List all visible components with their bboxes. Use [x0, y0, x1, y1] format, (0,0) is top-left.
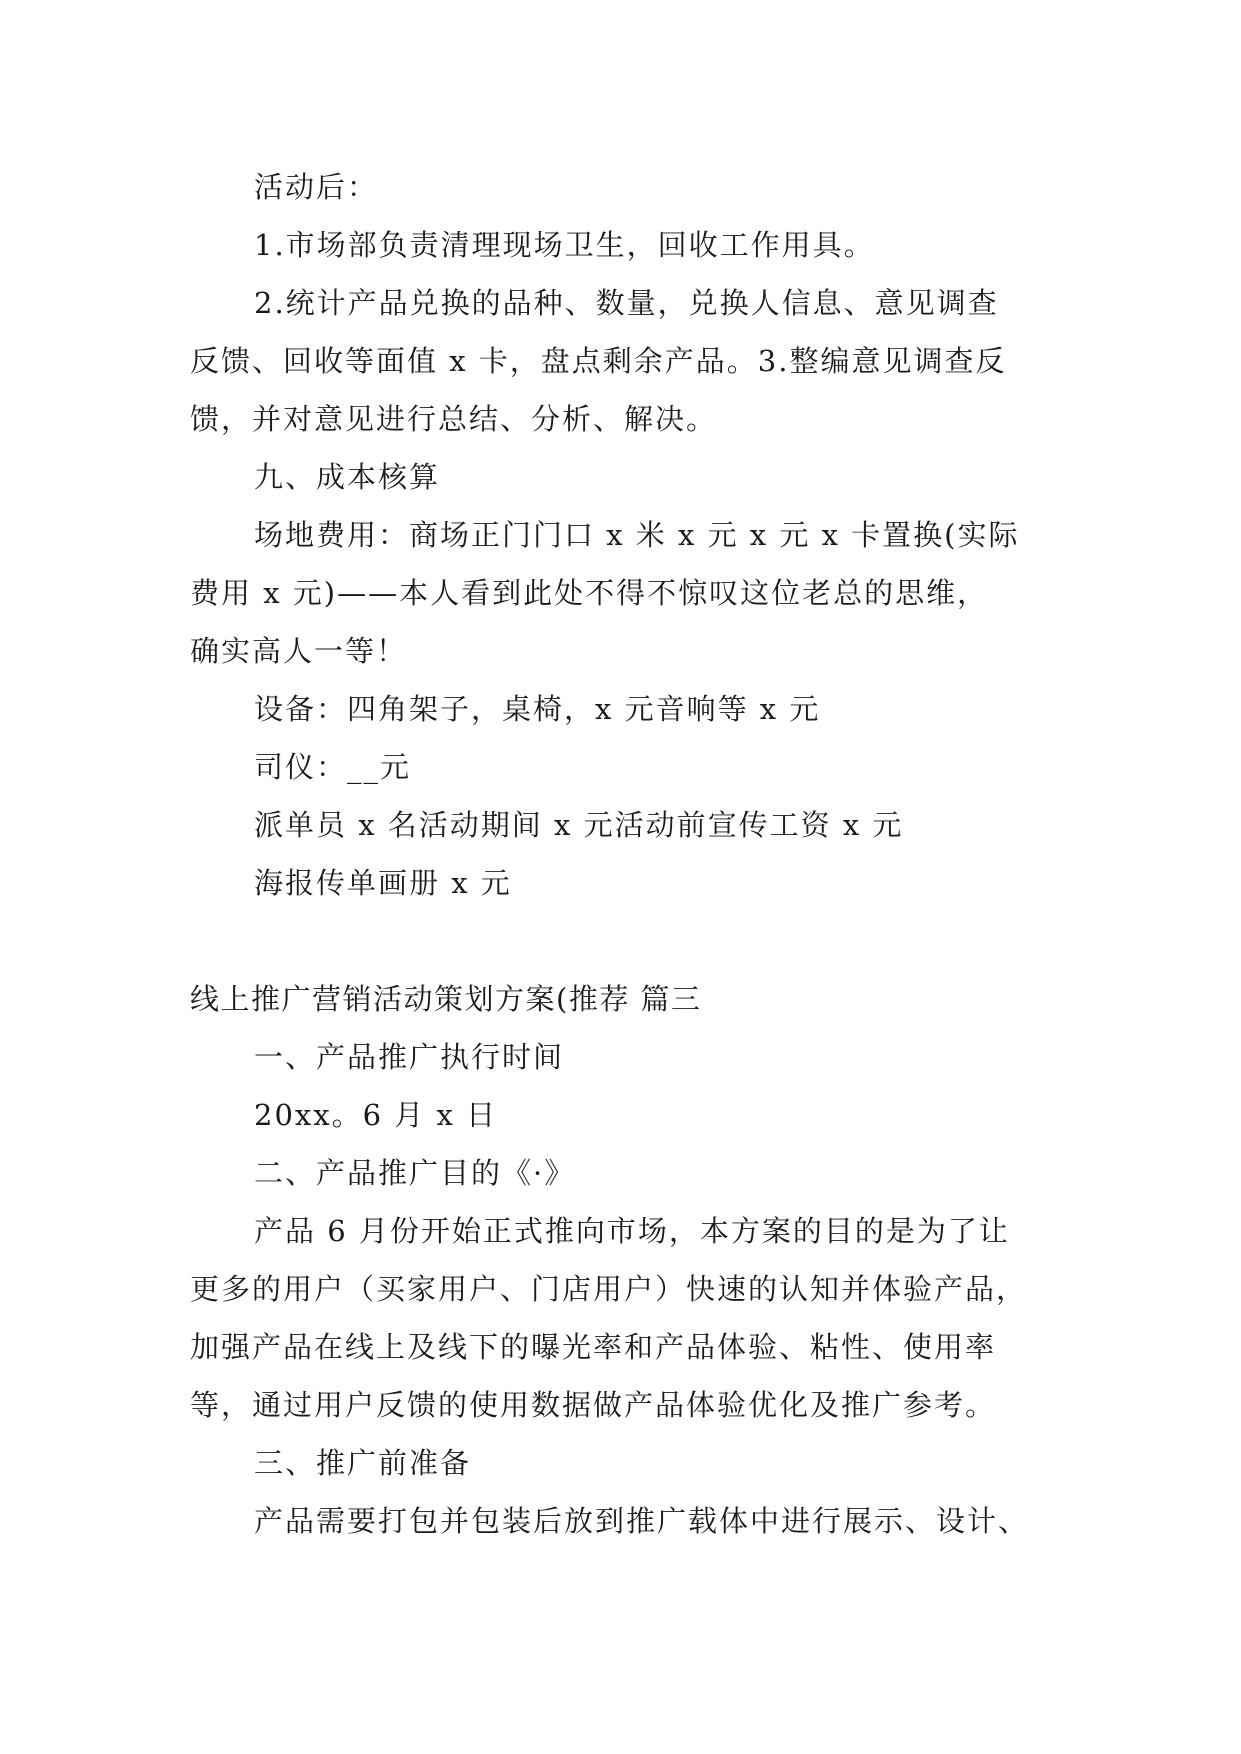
text-line: 确实高人一等！: [190, 634, 408, 668]
blank-gap: [190, 912, 1060, 970]
text-line: 司仪：__元: [254, 750, 412, 784]
text-line: 2.统计产品兑换的品种、数量，兑换人信息、意见调查: [254, 286, 999, 320]
text-line: 设备：四角架子，桌椅，x 元音响等 x 元: [254, 692, 821, 726]
text-line: 1.市场部负责清理现场卫生，回收工作用具。: [254, 228, 875, 262]
text-line: 派单员 x 名活动期间 x 元活动前宣传工资 x 元: [254, 808, 904, 842]
text-line: 等，通过用户反馈的使用数据做产品体验优化及推广参考。: [190, 1388, 997, 1422]
section-heading-time: 一、产品推广执行时间: [254, 1040, 565, 1074]
text-line: 场地费用：商场正门门口 x 米 x 元 x 元 x 卡置换(实际: [254, 518, 1020, 552]
text-line: 反馈、回收等面值 x 卡，盘点剩余产品。3.整编意见调查反: [190, 344, 1007, 378]
text-line: 加强产品在线上及线下的曝光率和产品体验、粘性、使用率: [190, 1330, 997, 1364]
document-page: [190, 158, 1060, 1550]
text-line: 产品 6 月份开始正式推向市场，本方案的目的是为了让: [254, 1214, 1010, 1248]
text-line: 产品需要打包并包装后放到推广载体中进行展示、设计、: [254, 1504, 1030, 1538]
text-line: 费用 x 元)——本人看到此处不得不惊叹这位老总的思维，: [190, 576, 989, 610]
text-line: 20xx。6 月 x 日: [254, 1098, 498, 1132]
paragraph-heading-after-event: 活动后：: [254, 170, 379, 204]
document-title-part-three: 线上推广营销活动策划方案(推荐 篇三: [190, 982, 702, 1016]
text-line: 馈，并对意见进行总结、分析、解决。: [190, 402, 718, 436]
text-line: 海报传单画册 x 元: [254, 866, 512, 900]
section-heading-preparation: 三、推广前准备: [254, 1446, 472, 1480]
section-heading-cost: 九、成本核算: [254, 460, 441, 494]
section-heading-purpose: 二、产品推广目的《·》: [254, 1156, 576, 1190]
text-line: 更多的用户（买家用户、门店用户）快速的认知并体验产品，: [190, 1272, 1028, 1306]
